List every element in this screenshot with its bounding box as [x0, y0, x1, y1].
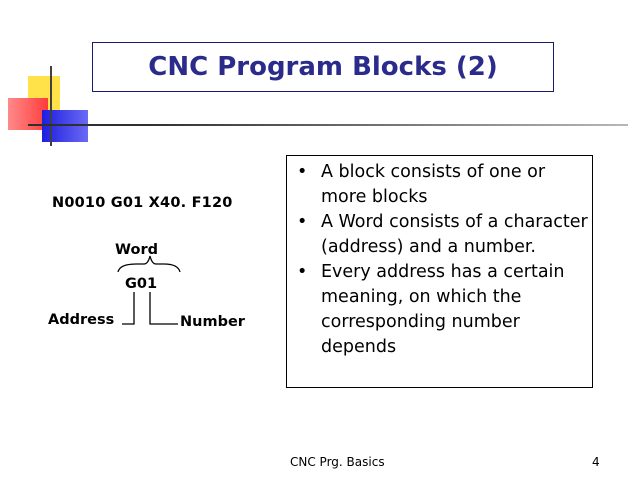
- decor-horizontal-line: [28, 124, 628, 126]
- bullet-item: • Every address has a certain meaning, on which the corresponding number depends: [297, 262, 565, 357]
- word-diagram: [40, 232, 260, 332]
- number-connector: [150, 292, 178, 324]
- word-brace: [118, 256, 180, 272]
- address-connector: [122, 292, 134, 324]
- bullet-item: • A Word consists of a character (address) and a number.: [297, 212, 588, 257]
- code-example: N0010 G01 X40. F120: [52, 195, 233, 211]
- word-label: Word: [115, 242, 158, 258]
- bullet-item: • A block consists of one or more blocks: [297, 162, 546, 207]
- word-value: G01: [125, 276, 158, 292]
- number-label: Number: [180, 314, 245, 330]
- page-number: 4: [592, 455, 600, 469]
- decor-vertical-line: [50, 66, 52, 146]
- bullet-list: [293, 160, 588, 360]
- footer-text: CNC Prg. Basics: [290, 455, 385, 469]
- address-label: Address: [48, 312, 115, 328]
- decor-blue-square: [42, 110, 88, 142]
- slide-title: CNC Program Blocks (2): [92, 42, 554, 92]
- bullet-list-box: [286, 155, 593, 388]
